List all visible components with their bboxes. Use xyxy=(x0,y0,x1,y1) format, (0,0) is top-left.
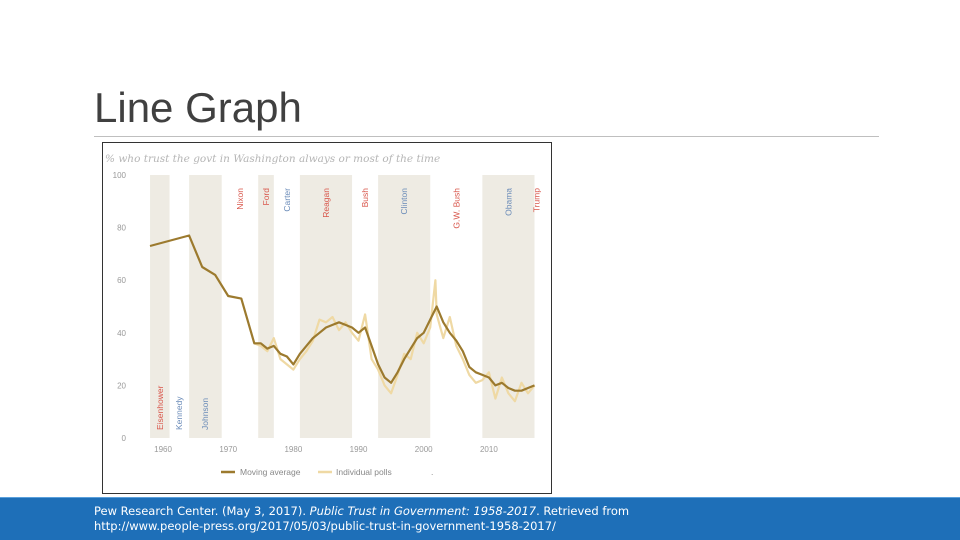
legend-label-moving-average: Moving average xyxy=(240,467,301,477)
president-label-clinton: Clinton xyxy=(399,188,410,215)
president-label-carter: Carter xyxy=(281,188,292,212)
citation-tail: . Retrieved from xyxy=(536,504,630,518)
president-label-nixon: Nixon xyxy=(234,188,245,210)
president-label-g-w-bush: G.W. Bush xyxy=(451,188,462,229)
citation xyxy=(94,504,854,534)
chart-frame xyxy=(102,142,552,494)
y-tick-label-60: 60 xyxy=(117,276,126,286)
slide-title: Line Graph xyxy=(94,84,302,131)
x-tick-label-1980: 1980 xyxy=(284,445,303,454)
y-tick-label-0: 0 xyxy=(121,434,126,443)
legend-label-individual-polls: Individual polls xyxy=(336,467,392,477)
president-label-johnson: Johnson xyxy=(200,397,211,430)
x-tick-label-1960: 1960 xyxy=(154,445,172,454)
x-tick-label-1970: 1970 xyxy=(219,445,238,454)
title-divider xyxy=(94,136,879,137)
trust-line-chart xyxy=(103,143,551,493)
y-tick-label-100: 100 xyxy=(112,171,126,180)
x-tick-label-1990: 1990 xyxy=(349,445,368,454)
x-tick-label-2000: 2000 xyxy=(414,445,433,454)
y-tick-label-40: 40 xyxy=(117,328,126,338)
citation-url: http://www.people-press.org/2017/05/03/public-trust-in-government-1958-2017/ xyxy=(94,519,556,533)
chart-title: % who trust the govt in Washington always or most of the time xyxy=(105,153,441,165)
president-label-obama: Obama xyxy=(503,188,514,216)
president-label-eisenhower: Eisenhower xyxy=(154,385,165,430)
y-tick-label-80: 80 xyxy=(117,223,126,233)
president-label-kennedy: Kennedy xyxy=(174,396,185,430)
y-tick-label-20: 20 xyxy=(117,381,126,391)
citation-author: Pew Research Center. (May 3, 2017). xyxy=(94,504,310,518)
x-tick-label-2010: 2010 xyxy=(479,445,498,454)
president-label-reagan: Reagan xyxy=(320,188,331,218)
president-label-bush: Bush xyxy=(360,188,371,208)
president-label-trump: Trump xyxy=(531,188,542,213)
legend-extra-mark: . xyxy=(431,467,434,477)
term-shading-2 xyxy=(258,175,274,438)
president-label-ford: Ford xyxy=(261,188,272,206)
citation-work: Public Trust in Government: 1958-2017 xyxy=(309,504,537,518)
